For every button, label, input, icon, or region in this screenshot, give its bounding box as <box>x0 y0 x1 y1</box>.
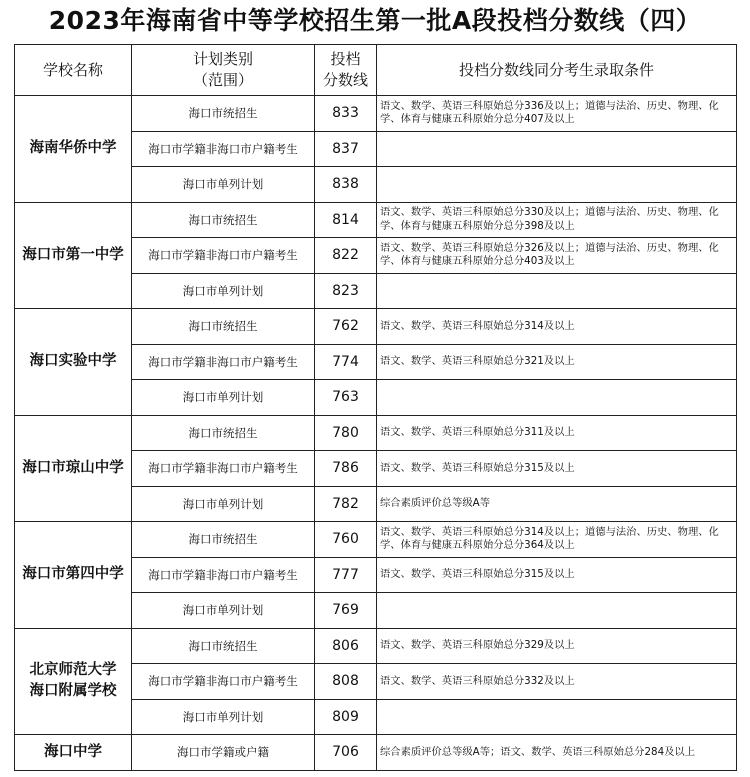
plan-cell: 海口市统招生 <box>132 202 315 238</box>
plan-cell: 海口市统招生 <box>132 522 315 558</box>
table-row <box>15 309 737 345</box>
header-plan-line2: （范围） <box>192 71 253 89</box>
header-score-line2: 分数线 <box>322 71 368 89</box>
condition-cell <box>377 167 737 203</box>
school-name <box>15 628 132 735</box>
school-name: 海口市第一中学 <box>15 202 132 309</box>
header-condition: 投档分数线同分考生录取条件 <box>377 45 737 96</box>
plan-cell: 海口市单列计划 <box>132 380 315 416</box>
plan-cell: 海口市学籍非海口市户籍考生 <box>132 344 315 380</box>
school-name: 海口市第四中学 <box>15 522 132 629</box>
score-cell: 822 <box>315 238 377 274</box>
score-cell: 762 <box>315 309 377 345</box>
score-cell: 782 <box>315 486 377 522</box>
plan-cell: 海口市单列计划 <box>132 593 315 629</box>
plan-cell: 海口市学籍非海口市户籍考生 <box>132 131 315 167</box>
condition-cell: 语文、数学、英语三科原始总分315及以上 <box>377 451 737 487</box>
condition-cell: 综合素质评价总等级A等 <box>377 486 737 522</box>
table-row <box>15 202 737 238</box>
condition-cell: 语文、数学、英语三科原始总分332及以上 <box>377 664 737 700</box>
score-cell: 814 <box>315 202 377 238</box>
score-cell: 706 <box>315 735 377 771</box>
score-cell: 808 <box>315 664 377 700</box>
score-cell: 838 <box>315 167 377 203</box>
header-school: 学校名称 <box>15 45 132 96</box>
plan-cell: 海口市学籍或户籍 <box>132 735 315 771</box>
score-cell: 786 <box>315 451 377 487</box>
header-row <box>15 45 737 96</box>
condition-cell: 语文、数学、英语三科原始总分315及以上 <box>377 557 737 593</box>
table-row <box>15 628 737 664</box>
table-row <box>15 415 737 451</box>
condition-cell: 语文、数学、英语三科原始总分330及以上；道德与法治、历史、物理、化学、体育与健康五科原始分总分398及以上 <box>377 202 737 238</box>
score-cell: 780 <box>315 415 377 451</box>
condition-cell: 语文、数学、英语三科原始总分329及以上 <box>377 628 737 664</box>
condition-cell: 语文、数学、英语三科原始总分314及以上；道德与法治、历史、物理、化学、体育与健康五科原始分总分364及以上 <box>377 522 737 558</box>
condition-cell <box>377 131 737 167</box>
plan-cell: 海口市单列计划 <box>132 486 315 522</box>
plan-cell: 海口市单列计划 <box>132 699 315 735</box>
plan-cell: 海口市统招生 <box>132 96 315 132</box>
plan-cell: 海口市学籍非海口市户籍考生 <box>132 557 315 593</box>
school-name-line2: 海口附属学校 <box>29 683 117 700</box>
plan-cell: 海口市统招生 <box>132 628 315 664</box>
plan-cell: 海口市学籍非海口市户籍考生 <box>132 664 315 700</box>
page-title: 2023年海南省中等学校招生第一批A段投档分数线（四） <box>48 6 702 35</box>
header-score <box>315 45 377 96</box>
school-name: 海口实验中学 <box>15 309 132 416</box>
condition-cell <box>377 273 737 309</box>
score-cell: 769 <box>315 593 377 629</box>
table-row <box>15 96 737 132</box>
school-name: 海口市琼山中学 <box>15 415 132 522</box>
condition-cell <box>377 593 737 629</box>
plan-cell: 海口市统招生 <box>132 415 315 451</box>
condition-cell: 综合素质评价总等级A等；语文、数学、英语三科原始总分284及以上 <box>377 735 737 771</box>
header-plan <box>132 45 315 96</box>
plan-cell: 海口市单列计划 <box>132 167 315 203</box>
condition-cell: 语文、数学、英语三科原始总分314及以上 <box>377 309 737 345</box>
plan-cell: 海口市统招生 <box>132 309 315 345</box>
condition-cell: 语文、数学、英语三科原始总分326及以上；道德与法治、历史、物理、化学、体育与健康五科原始分总分403及以上 <box>377 238 737 274</box>
score-table <box>14 44 737 771</box>
condition-cell <box>377 699 737 735</box>
condition-cell: 语文、数学、英语三科原始总分321及以上 <box>377 344 737 380</box>
condition-cell: 语文、数学、英语三科原始总分311及以上 <box>377 415 737 451</box>
school-name: 海南华侨中学 <box>15 96 132 203</box>
header-score-line1: 投档 <box>330 50 361 68</box>
plan-cell: 海口市单列计划 <box>132 273 315 309</box>
table-row <box>15 735 737 771</box>
score-cell: 774 <box>315 344 377 380</box>
score-cell: 809 <box>315 699 377 735</box>
score-cell: 806 <box>315 628 377 664</box>
plan-cell: 海口市学籍非海口市户籍考生 <box>132 238 315 274</box>
plan-cell: 海口市学籍非海口市户籍考生 <box>132 451 315 487</box>
condition-cell: 语文、数学、英语三科原始总分336及以上；道德与法治、历史、物理、化学、体育与健康五科原始分总分407及以上 <box>377 96 737 132</box>
table-row <box>15 522 737 558</box>
score-cell: 833 <box>315 96 377 132</box>
school-name-line1: 北京师范大学 <box>29 662 117 679</box>
school-name: 海口中学 <box>15 735 132 771</box>
score-cell: 763 <box>315 380 377 416</box>
condition-cell <box>377 380 737 416</box>
header-plan-line1: 计划类别 <box>192 50 253 68</box>
score-cell: 837 <box>315 131 377 167</box>
score-cell: 777 <box>315 557 377 593</box>
score-cell: 823 <box>315 273 377 309</box>
score-cell: 760 <box>315 522 377 558</box>
